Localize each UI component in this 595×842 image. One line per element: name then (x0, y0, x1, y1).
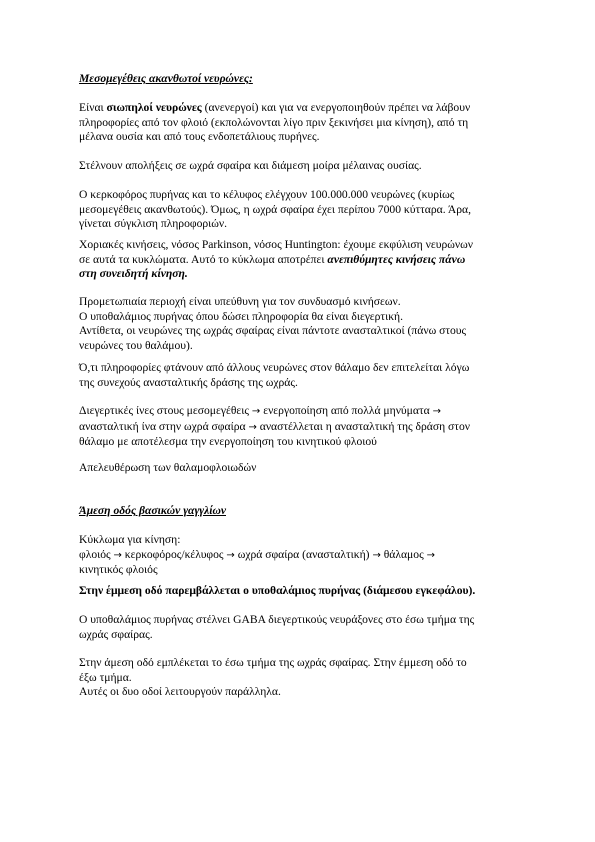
paragraph-release: Απελευθέρωση των θαλαμοφλοιωδών (79, 461, 257, 474)
paragraph-projections: Στέλνουν απολήξεις σε ωχρά σφαίρα και διάμεση μοίρα μέλαινας ουσίας. (79, 159, 422, 172)
text-line: Ο υποθαλάμιος πυρήνας στέλνει GABA διεγερτικούς νευράξονες στο έσω τμήμα της (79, 613, 475, 626)
paragraph-parallel-pathways (79, 656, 519, 700)
text-line: Προμετωπιαία περιοχή είναι υπεύθυνη για τον συνδυασμό κινήσεων. (79, 295, 401, 308)
text-run: αναστέλλεται η ανασταλτική της δράση στον (256, 419, 471, 433)
arrow-right-icon: → (113, 549, 122, 561)
text-line: μεσομεγέθεις ακανθωτούς). Όμως, η ωχρά σφαίρα έχει περίπου 7000 κύτταρα. Άρα, (79, 202, 472, 216)
paragraph-degeneration (79, 238, 519, 282)
text-line: στη συνειδητή κίνηση. (79, 267, 188, 281)
text-line (79, 253, 519, 268)
text-run: κερκοφόρος/κέλυφος (121, 547, 227, 561)
text-line: Χοριακές κινήσεις, νόσος Parkinson, νόσος Huntington: έχουμε εκφύλιση νευρώνων (79, 238, 474, 251)
text-line: της συνεχούς ανασταλτικής δράσης της ωχράς. (79, 375, 298, 389)
text-line: Κύκλωμα για κίνηση: (79, 533, 181, 546)
section-title-direct-pathway: Άμεση οδός βασικών γαγγλίων (79, 504, 226, 517)
text-line: γίνεται σύγκλιση πληροφοριών. (79, 217, 228, 231)
text-line: Αντίθετα, οι νευρώνες της ωχράς σφαίρας είναι πάντοτε ανασταλτικοί (πάνω στους (79, 324, 467, 338)
text-line: μέλανα ουσία και από τους ενδοπετάλιους πυρήνες. (79, 130, 320, 144)
text-line: θάλαμο με αποτέλεσμα την ενεργοποίηση του κινητικού φλοιού (79, 435, 377, 449)
text-line: Ο κερκοφόρος πυρήνας και το κέλυφος ελέγχουν 100.000.000 νευρώνες (κυρίως (79, 188, 455, 201)
arrow-right-icon: → (226, 549, 235, 561)
text-line: Ο υποθαλάμιος πυρήνας όπου δώσει πληροφορία θα είναι διεγερτική. (79, 309, 404, 323)
text-line (79, 101, 519, 116)
paragraph-convergence (79, 188, 519, 232)
bold-term: σιωπηλοί νευρώνες (106, 101, 202, 114)
text-run: (ανενεργοί) και για να ενεργοποιηθούν πρέπει να λάβουν (201, 101, 471, 114)
text-line: πληροφορίες από τον φλοιό (εκπολώνονται λίγο πριν ξεκινήσει μια κίνηση), από τη (79, 115, 469, 129)
arrow-right-icon: → (432, 406, 441, 417)
bold-italic-term: ανεπιθύμητες κινήσεις πάνω (327, 252, 466, 266)
text-line: ωχράς σφαίρας. (79, 627, 153, 641)
paragraph-subthalamic (79, 613, 519, 642)
arrow-right-icon: → (372, 549, 381, 561)
paragraph-thalamus-inhibition (79, 361, 519, 390)
arrow-right-icon: → (251, 406, 261, 417)
text-run: σε αυτά τα κυκλώματα. Αυτό το κύκλωμα αποτρέπει (79, 252, 328, 266)
text-run: ωχρά σφαίρα (ανασταλτική) (234, 547, 373, 561)
text-line (79, 420, 519, 436)
text-line: Αυτές οι δυο οδοί λειτουργούν παράλληλα. (79, 685, 281, 699)
paragraph-motor-circuit (79, 533, 519, 578)
arrow-right-icon: → (248, 421, 257, 433)
text-line (79, 404, 519, 420)
paragraph-silent-neurons (79, 101, 519, 145)
paragraph-excitatory-fibers (79, 404, 519, 450)
text-run: ενεργοποίηση από πολλά μηνύματα (260, 404, 433, 417)
text-line: Ό,τι πληροφορίες φτάνουν από άλλους νευρώνες στον θάλαμο δεν επιτελείται λόγω (79, 361, 470, 374)
text-run: ανασταλτική ίνα στην ωχρά σφαίρα (79, 419, 249, 433)
text-line: Στην άμεση οδό εμπλέκεται το έσω τμήμα της ωχράς σφαίρας. Στην έμμεση οδό το (79, 656, 467, 669)
text-line (79, 548, 519, 564)
text-line: κινητικός φλοιός (79, 563, 158, 577)
paragraph-indirect-pathway: Στην έμμεση οδό παρεμβάλλεται ο υποθαλάμιος πυρήνας (διάμεσου εγκεφάλου). (79, 584, 476, 597)
text-run: Διεγερτικές ίνες στους μεσομεγέθεις (79, 404, 252, 417)
paragraph-prefrontal (79, 295, 519, 353)
text-line: νευρώνες του θαλάμου). (79, 338, 193, 352)
text-run: θάλαμος (380, 547, 427, 561)
arrow-right-icon: → (426, 549, 435, 561)
text-line: έξω τμήμα. (79, 670, 132, 684)
text-run: φλοιός (79, 547, 114, 561)
text-run: Είναι (79, 101, 107, 114)
section-title-medium-spiny-neurons: Μεσομεγέθεις ακανθωτοί νευρώνες: (79, 72, 253, 85)
